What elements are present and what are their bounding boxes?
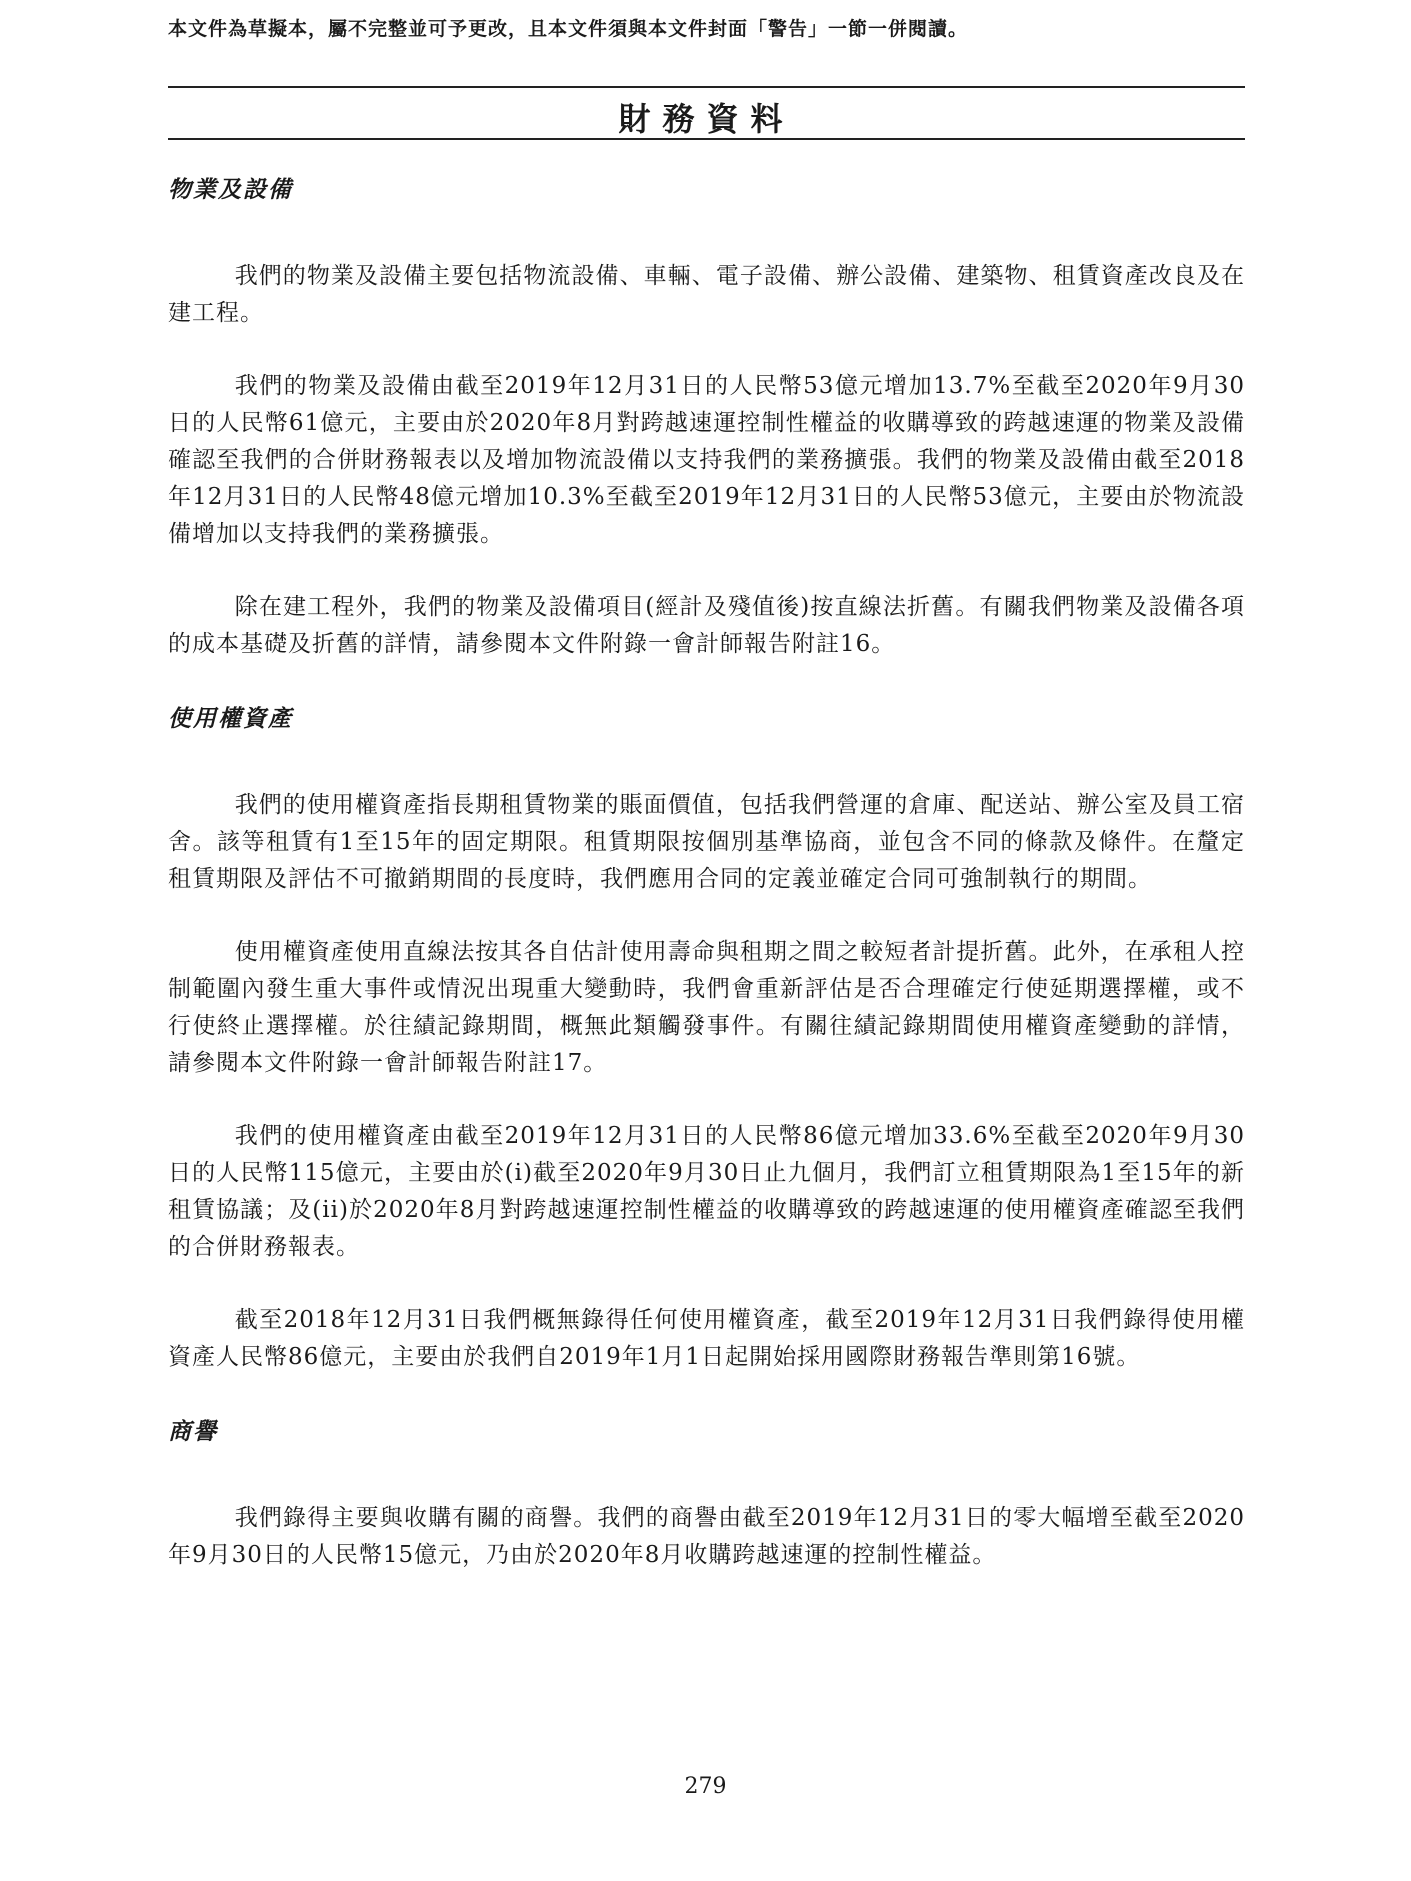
paragraph: 截至2018年12月31日我們概無錄得任何使用權資產，截至2019年12月31日我們錄得使用權資產人民幣86億元，主要由於我們自2019年1月1日起開始採用國際財務報告準則第16號。 bbox=[168, 1307, 1245, 1370]
paragraph: 除在建工程外，我們的物業及設備項目(經計及殘值後)按直線法折舊。有關我們物業及設備各項的成本基礎及折舊的詳情，請參閱本文件附錄一會計師報告附註16。 bbox=[168, 594, 1245, 657]
section-heading: 使用權資產 bbox=[168, 705, 293, 732]
draft-notice: 本文件為草擬本，屬不完整並可予更改，且本文件須與本文件封面「警告」一節一併閱讀。 bbox=[168, 18, 969, 40]
paragraph: 使用權資產使用直線法按其各自估計使用壽命與租期之間之較短者計提折舊。此外，在承租人控制範圍內發生重大事件或情況出現重大變動時，我們會重新評估是否合理確定行使延期選擇權，或不行使終止選擇權。於往績記錄期間，概無此類觸發事件。有關往績記錄期間使用權資產變動的詳情，請參閱本文件附錄一會計師報告附註17。 bbox=[168, 939, 1245, 1076]
title-rule-bottom bbox=[168, 138, 1245, 140]
section-right-of-use-assets bbox=[168, 699, 1245, 1376]
page-number: 279 bbox=[684, 1774, 727, 1799]
page-content bbox=[168, 170, 1245, 1574]
section-property-equipment bbox=[168, 170, 1245, 663]
section-heading: 物業及設備 bbox=[168, 176, 293, 203]
paragraph: 我們的物業及設備由截至2019年12月31日的人民幣53億元增加13.7%至截至2020年9月30日的人民幣61億元，主要由於2020年8月對跨越速運控制性權益的收購導致的跨越速運的物業及設備確認至我們的合併財務報表以及增加物流設備以支持我們的業務擴張。我們的物業及設備由截至2018年12月31日的人民幣48億元增加10.3%至截至2019年12月31日的人民幣53億元，主要由於物流設備增加以支持我們的業務擴張。 bbox=[168, 373, 1245, 547]
section-goodwill bbox=[168, 1412, 1245, 1574]
page-title: 財務資料 bbox=[618, 100, 795, 138]
paragraph: 我們錄得主要與收購有關的商譽。我們的商譽由截至2019年12月31日的零大幅增至截至2020年9月30日的人民幣15億元，乃由於2020年8月收購跨越速運的控制性權益。 bbox=[168, 1505, 1245, 1568]
paragraph: 我們的使用權資產指長期租賃物業的賬面價值，包括我們營運的倉庫、配送站、辦公室及員工宿舍。該等租賃有1至15年的固定期限。租賃期限按個別基準協商，並包含不同的條款及條件。在釐定租賃期限及評估不可撤銷期間的長度時，我們應用合同的定義並確定合同可強制執行的期間。 bbox=[168, 792, 1245, 892]
paragraph: 我們的物業及設備主要包括物流設備、車輛、電子設備、辦公設備、建築物、租賃資產改良及在建工程。 bbox=[168, 263, 1245, 326]
title-rule-top bbox=[168, 86, 1245, 88]
section-heading: 商譽 bbox=[168, 1418, 218, 1445]
paragraph: 我們的使用權資產由截至2019年12月31日的人民幣86億元增加33.6%至截至2020年9月30日的人民幣115億元，主要由於(i)截至2020年9月30日止九個月，我們訂立租賃期限為1至15年的新租賃協議；及(ii)於2020年8月對跨越速運控制性權益的收購導致的跨越速運的使用權資產確認至我們的合併財務報表。 bbox=[168, 1123, 1245, 1260]
